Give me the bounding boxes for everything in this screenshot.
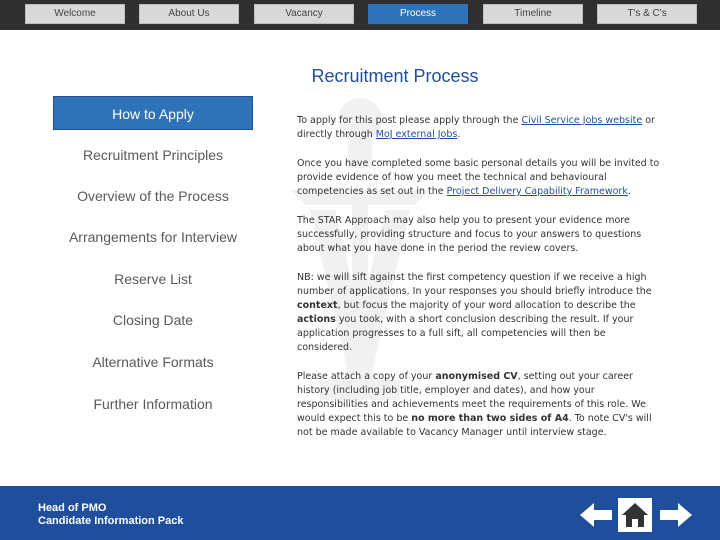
menu-item-reserve-list[interactable]: Reserve List <box>114 271 192 287</box>
text: you took, with a short conclusion describing the result. If your application progresses to a full sift, all competencies will then be considered. <box>297 314 634 353</box>
footer-line-role: Head of PMO <box>38 502 107 514</box>
text: NB: we will sift against the first competency question if we receive a high number of applications. In your responses you should briefly introduce the <box>297 272 652 297</box>
arrow-right-icon[interactable] <box>658 497 694 533</box>
text: . To note CV's will not be made available to Vacancy Manager until interview stage. <box>297 413 652 438</box>
tab-timeline[interactable]: Timeline <box>483 4 583 24</box>
tab-process[interactable]: Process <box>368 4 468 24</box>
bold-text: no more than two sides of A4 <box>411 413 569 424</box>
paragraph-apply <box>297 114 663 142</box>
content-panel <box>297 114 663 455</box>
capability-framework-link[interactable]: Project Delivery Capability Framework <box>446 186 628 197</box>
bold-text: anonymised CV <box>435 371 518 382</box>
paragraph-competencies <box>297 157 663 199</box>
paragraph-sift-note <box>297 271 663 355</box>
tab-welcome[interactable]: Welcome <box>25 4 125 24</box>
paragraph-cv <box>297 370 663 440</box>
text: or directly through <box>297 115 655 140</box>
text: Please attach a copy of your <box>297 371 436 382</box>
text: . <box>457 129 461 140</box>
bold-text: actions <box>297 314 336 325</box>
menu-item-arrangements-for-interview[interactable]: Arrangements for Interview <box>68 229 238 245</box>
menu-item-further-information[interactable]: Further Information <box>93 396 213 412</box>
menu-item-alternative-formats[interactable]: Alternative Formats <box>92 354 214 370</box>
arrow-left-icon[interactable] <box>578 497 614 533</box>
footer-line-pack: Candidate Information Pack <box>38 515 184 527</box>
text: , setting out your career history (including job title, employer and dates), and how your responsibilities and achievements meet the requirements of this role. We would expect this to be <box>297 371 646 424</box>
home-icon[interactable] <box>617 497 653 533</box>
tab-vacancy[interactable]: Vacancy <box>254 4 354 24</box>
text: Once you have completed some basic personal details you will be invited to provide evidence of how you meet the technical and behavioural competencies as set out in the <box>297 158 660 197</box>
menu-item-recruitment-principles[interactable]: Recruitment Principles <box>82 147 224 163</box>
tab-ts-and-cs[interactable]: T's & C's <box>597 4 697 24</box>
text: . <box>627 186 631 197</box>
menu-item-overview-of-process[interactable]: Overview of the Process <box>77 188 229 204</box>
paragraph-star-approach: The STAR Approach may also help you to present your evidence more successfully, providing structure and focus to your answers to questions about what you have done in the period the review covers. <box>297 215 642 254</box>
footer-title <box>38 502 183 528</box>
civil-service-jobs-link[interactable]: Civil Service Jobs website <box>521 115 643 126</box>
bold-text: context <box>297 300 338 311</box>
top-nav-bar <box>0 0 720 30</box>
menu-item-how-to-apply[interactable]: How to Apply <box>53 96 253 130</box>
menu-item-closing-date[interactable]: Closing Date <box>112 312 194 328</box>
page-title: Recruitment Process <box>311 66 479 86</box>
text: , but focus the majority of your word allocation to describe the <box>337 300 636 311</box>
tab-about-us[interactable]: About Us <box>139 4 239 24</box>
text: To apply for this post please apply through the <box>297 115 522 126</box>
moj-external-jobs-link[interactable]: MoJ external Jobs <box>375 129 458 140</box>
